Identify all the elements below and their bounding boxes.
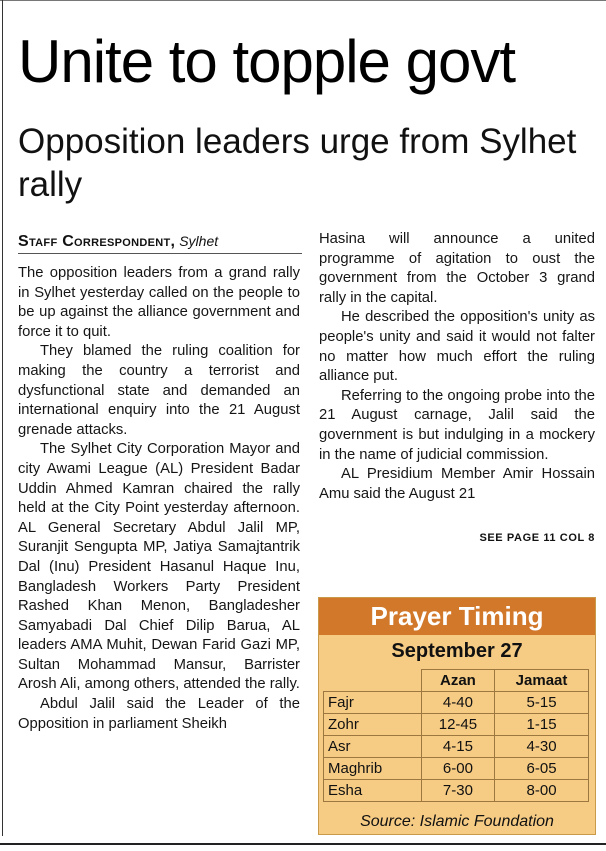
article-column-2 xyxy=(319,230,595,504)
azan-time: 4-40 xyxy=(421,692,494,714)
bottom-rule xyxy=(0,843,606,845)
byline-rule xyxy=(18,253,302,254)
paragraph: He described the opposition's unity as people's unity and said it would not falter no matter how much effort the ruling alliance put. xyxy=(319,309,595,385)
paragraph: The Sylhet City Corporation Mayor and city Awami League (AL) President Badar Uddin Ahmed Kamran chaired the rally held at the City Point yesterday afternoon. AL General Secretary Abdul Jalil MP, Suranjit Sengupta MP, Jatiya Samajtantrik Dal (Inu) President Hasanul Haque Inu, Bangladesh Workers Party President Rashed Khan Menon, Bangladesher Samyabadi Dal Chief Dilip Barua, AL leaders AMA Muhit, Dewan Farid Gazi MP, Sultan Mohammad Mansur, Barrister Arosh Ali, among others, attended the rally. xyxy=(18,441,300,693)
prayer-row xyxy=(324,780,589,802)
paragraph: AL Presidium Member Amir Hossain Amu said the August 21 xyxy=(319,466,595,502)
prayer-timing-title: Prayer Timing xyxy=(319,598,595,635)
prayer-timing-box xyxy=(318,597,596,835)
jamaat-time: 6-05 xyxy=(495,758,589,780)
jamaat-time: 8-00 xyxy=(495,780,589,802)
prayer-row xyxy=(324,714,589,736)
prayer-row xyxy=(324,736,589,758)
prayer-name: Maghrib xyxy=(324,758,422,780)
byline-name: Staff Correspondent, xyxy=(18,233,176,250)
prayer-row xyxy=(324,758,589,780)
byline-location: Sylhet xyxy=(179,233,219,249)
paragraph: Hasina will announce a united programme of agitation to oust the government from the October 3 grand rally in the capital. xyxy=(319,231,595,306)
prayer-name: Fajr xyxy=(324,692,422,714)
prayer-header-blank xyxy=(324,670,422,692)
article-column-1 xyxy=(18,264,300,734)
paragraph: Abdul Jalil said the Leader of the Opposition in parliament Sheikh xyxy=(18,696,300,732)
prayer-row xyxy=(324,692,589,714)
prayer-name: Asr xyxy=(324,736,422,758)
azan-time: 12-45 xyxy=(421,714,494,736)
jamaat-time: 4-30 xyxy=(495,736,589,758)
azan-header: Azan xyxy=(421,670,494,692)
prayer-name: Esha xyxy=(324,780,422,802)
prayer-table-header xyxy=(324,670,589,692)
subheadline: Opposition leaders urge from Sylhet rally xyxy=(18,122,577,204)
continuation-link[interactable]: SEE PAGE 11 COL 8 xyxy=(479,532,595,544)
headline: Unite to topple govt xyxy=(18,28,516,95)
byline xyxy=(18,232,300,251)
paragraph: Referring to the ongoing probe into the 21 August carnage, Jalil said the government is but indulging in a mockery in the name of judicial commission. xyxy=(319,387,595,463)
prayer-name: Zohr xyxy=(324,714,422,736)
jamaat-time: 1-15 xyxy=(495,714,589,736)
top-rule xyxy=(0,0,606,1)
jamaat-header: Jamaat xyxy=(495,670,589,692)
paragraph: They blamed the ruling coalition for making the country a terrorist and dysfunctional state and demanded an international enquiry into the 21 August grenade attacks. xyxy=(18,343,300,438)
azan-time: 7-30 xyxy=(421,780,494,802)
azan-time: 6-00 xyxy=(421,758,494,780)
azan-time: 4-15 xyxy=(421,736,494,758)
prayer-timing-date: September 27 xyxy=(391,640,523,662)
paragraph: The opposition leaders from a grand rally in Sylhet yesterday called on the people to be up against the alliance government and force it to quit. xyxy=(18,265,300,340)
prayer-timing-table xyxy=(323,669,589,802)
left-column-rule xyxy=(2,0,3,836)
prayer-timing-source: Source: Islamic Foundation xyxy=(360,813,554,830)
jamaat-time: 5-15 xyxy=(495,692,589,714)
